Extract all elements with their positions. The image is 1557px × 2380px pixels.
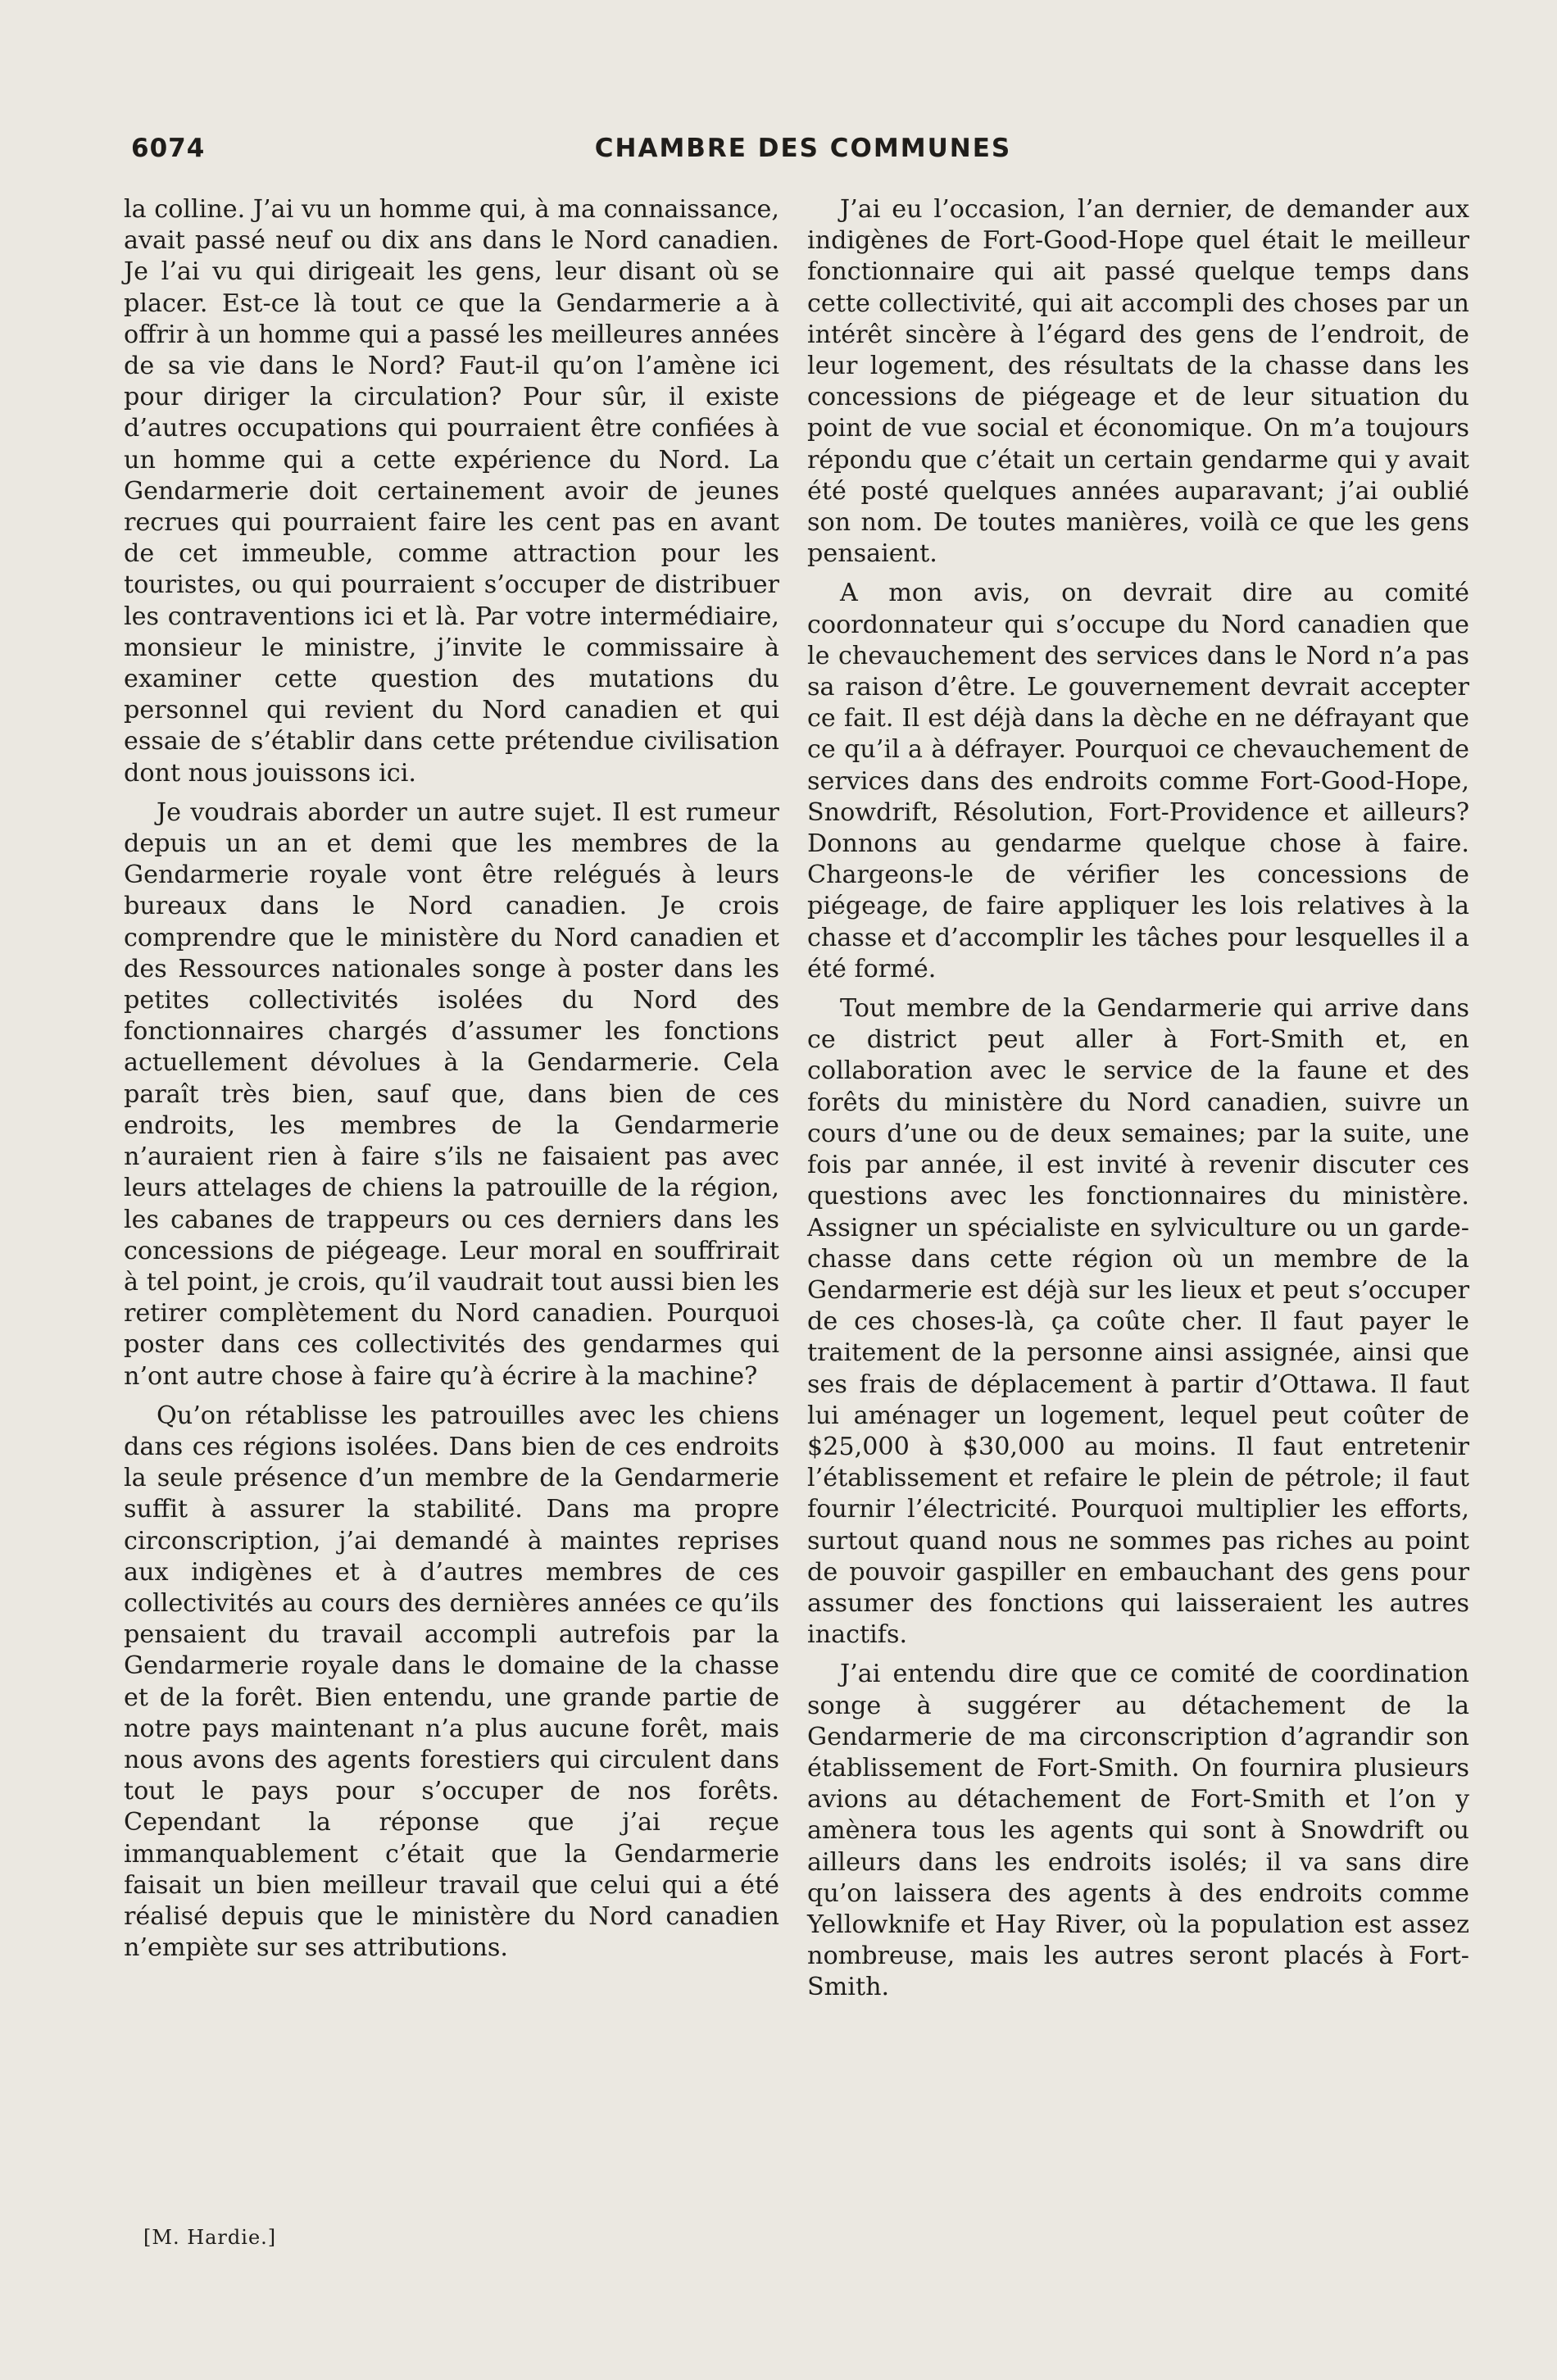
paragraph: Qu’on rétablisse les patrouilles avec les chiens dans ces régions isolées. Dans bien de ces endroits la seule présence d’un membre de la Gendarmerie suffit à assurer la stabilité. Dans ma propre circonscription, j’ai demandé à maintes reprises aux indigènes et à d’autres membres de ces collectivités au cours des dernières années ce qu’ils pensaient du travail accompli autrefois par la Gendarmerie royale dans le domaine de la chasse et de la forêt. Bien entendu, une grande partie de notre pays maintenant n’a plus aucune forêt, mais nous avons des agents forestiers qui circulent dans tout le pays pour s’occuper de nos forêts. Cependant la réponse que j’ai reçue immanquablement c’était que la Gendarmerie faisait un bien meilleur travail que celui qui a été réalisé depuis que le ministère du Nord canadien n’empiète sur ses attributions. [124,1401,779,1963]
paragraph: J’ai eu l’occasion, l’an dernier, de demander aux indigènes de Fort-Good-Hope quel était le meilleur fonctionnaire qui ait passé quelque temps dans cette collectivité, qui ait accompli des choses par un intérêt sincère à l’égard des gens de l’endroit, de leur logement, des résultats de la chasse dans les concessions de piégeage et de leur situation du point de vue social et économique. On m’a toujours répondu que c’était un certain gendarme qui y avait été posté quelques années auparavant; j’ai oublié son nom. De toutes manières, voilà ce que les gens pensaient. [807,195,1469,569]
page-header [131,134,1442,175]
left-column [124,194,779,1972]
paragraph: A mon avis, on devrait dire au comité coordonnateur qui s’occupe du Nord canadien que le chevauchement des services dans le Nord n’a pas sa raison d’être. Le gouvernement devrait accepter ce fait. Il est déjà dans la dèche en ne défrayant que ce qu’il a à défrayer. Pourquoi ce chevauchement de services dans des endroits comme Fort-Good-Hope, Snowdrift, Résolution, Fort-Providence et ailleurs? Donnons au gendarme quelque chose à faire. Chargeons-le de vérifier les concessions de piégeage, de faire appliquer les lois relatives à la chasse et d’accomplir les tâches pour lesquelles il a été formé. [807,579,1469,983]
page-number: 6074 [131,134,206,163]
paragraph: Tout membre de la Gendarmerie qui arrive dans ce district peut aller à Fort-Smith et, en collaboration avec le service de la faune et des forêts du ministère du Nord canadien, suivre un cours d’une ou de deux semaines; par la suite, une fois par année, il est invité à revenir discuter ces questions avec les fonctionnaires du ministère. Assigner un spécialiste en sylviculture ou un garde-chasse dans cette région où un membre de la Gendarmerie est déjà sur les lieux et peut s’occuper de ces choses-là, ça coûte cher. Il faut payer le traitement de la personne ainsi assignée, ainsi que ses frais de déplacement à partir d’Ottawa. Il faut lui aménager un logement, lequel peut coûter de $25,000 à $30,000 au moins. Il faut entretenir l’établissement et refaire le plein de pétrole; il faut fournir l’électricité. Pourquoi multiplier les efforts, surtout quand nous ne sommes pas riches au point de pouvoir gaspiller en embauchant des gens pour assumer des fonctions qui laisseraient les autres inactifs. [807,994,1469,1650]
paragraph: la colline. J’ai vu un homme qui, à ma connaissance, avait passé neuf ou dix ans dans le Nord canadien. Je l’ai vu qui dirigeait les gens, leur disant où se placer. Est-ce là tout ce que la Gendarmerie a à offrir à un homme qui a passé les meilleures années de sa vie dans le Nord? Faut-il qu’on l’amène ici pour diriger la circulation? Pour sûr, il existe d’autres occupations qui pourraient être confiées à un homme qui a cette expérience du Nord. La Gendarmerie doit certainement avoir de jeunes recrues qui pourraient faire les cent pas en avant de cet immeuble, comme attraction pour les touristes, ou qui pourraient s’occuper de distribuer les contraventions ici et là. Par votre intermédiaire, monsieur le ministre, j’invite le commissaire à examiner cette question des mutations du personnel qui revient du Nord canadien et qui essaie de s’établir dans cette prétendue civilisation dont nous jouissons ici. [124,195,779,788]
speaker-attribution: [M. Hardie.] [143,2226,277,2249]
right-column [807,194,1469,2012]
paragraph: J’ai entendu dire que ce comité de coordination songe à suggérer au détachement de la Gendarmerie de ma circonscription d’agrandir son établissement de Fort-Smith. On fournira plusieurs avions au détachement de Fort-Smith et l’on y amènera tous les agents qui sont à Snowdrift ou ailleurs dans les endroits isolés; il va sans dire qu’on laissera des agents à des endroits comme Yellowknife et Hay River, où la population est assez nombreuse, mais les autres seront placés à Fort-Smith. [807,1660,1469,2002]
paragraph: Je voudrais aborder un autre sujet. Il est rumeur depuis un an et demi que les membres de la Gendarmerie royale vont être relégués à leurs bureaux dans le Nord canadien. Je crois comprendre que le ministère du Nord canadien et des Ressources nationales songe à poster dans les petites collectivités isolées du Nord des fonctionnaires chargés d’assumer les fonctions actuellement dévolues à la Gendarmerie. Cela paraît très bien, sauf que, dans bien de ces endroits, les membres de la Gendarmerie n’auraient rien à faire s’ils ne faisaient pas avec leurs attelages de chiens la patrouille de la région, les cabanes de trappeurs ou ces derniers dans les concessions de piégeage. Leur moral en souffrirait à tel point, je crois, qu’il vaudrait tout aussi bien les retirer complètement du Nord canadien. Pourquoi poster dans ces collectivités des gendarmes qui n’ont autre chose à faire qu’à écrire à la machine? [124,797,779,1391]
running-head-title: CHAMBRE DES COMMUNES [594,134,1012,163]
